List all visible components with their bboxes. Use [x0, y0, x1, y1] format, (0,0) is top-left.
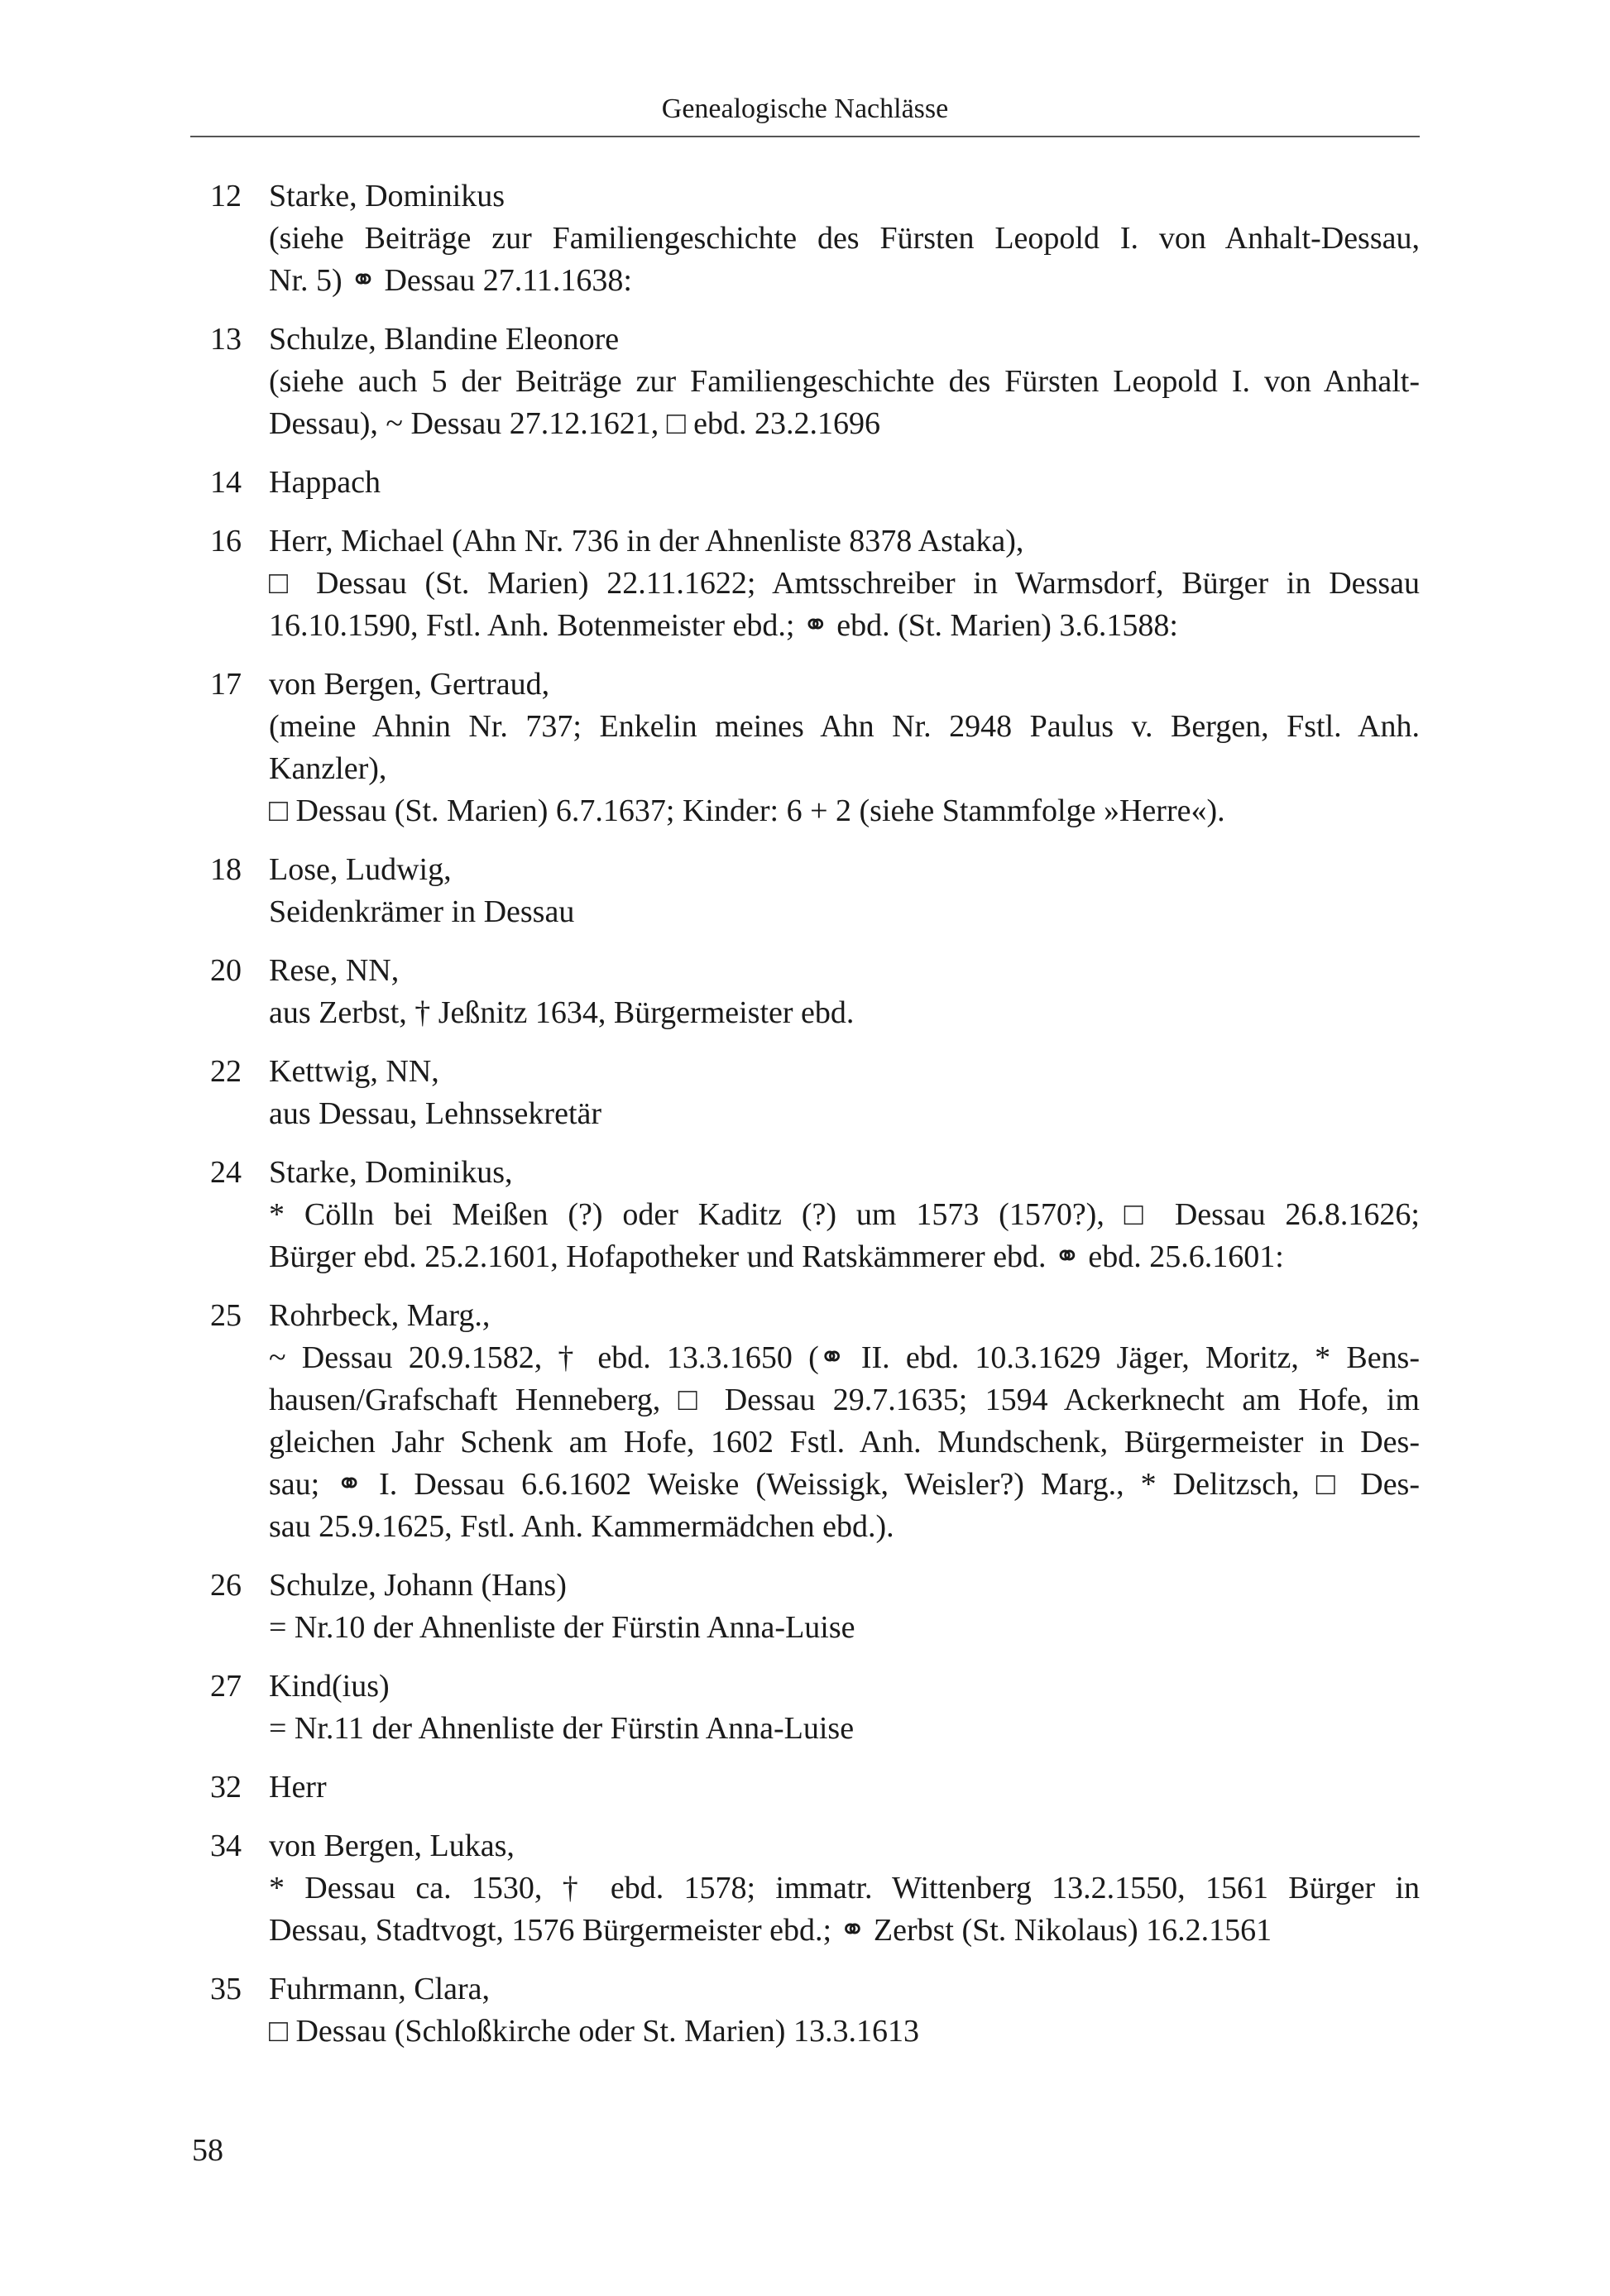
entry-text-line: aus Zerbst, † Jeßnitz 1634, Bürgermeister ebd.	[269, 995, 855, 1030]
entry-number: 14	[210, 465, 242, 500]
entry-text-line: Fuhrmann, Clara,	[269, 1972, 491, 2006]
entry-number: 16	[210, 524, 242, 558]
entry-text-line: Nr. 5) ⚭ Dessau 27.11.1638:	[269, 263, 632, 298]
entry-number: 17	[210, 667, 242, 702]
entry-text-line: Dessau, Stadtvogt, 1576 Bürgermeister ebd.; ⚭ Zerbst (St. Nikolaus) 16.2.1561	[269, 1913, 1272, 1948]
entry-body	[269, 1766, 1420, 1809]
entry-number: 12	[210, 179, 242, 213]
entry-text-line: von Bergen, Gertraud,	[269, 667, 550, 702]
entry-text-line: Schulze, Blandine Eleonore	[269, 322, 620, 357]
entry-text-line: Rese, NN,	[269, 953, 400, 988]
entry-text-line: gleichen Jahr Schenk am Hofe, 1602 Fstl. Anh. Mundschenk, Bürgermeister in Des-	[269, 1425, 1420, 1460]
entry-text-line: □ Dessau (St. Marien) 6.7.1637; Kinder: 6 + 2 (siehe Stammfolge »Herre«).	[269, 793, 1225, 828]
entry-number: 13	[210, 322, 242, 357]
entry-text-line: Starke, Dominikus,	[269, 1155, 513, 1190]
entry-text-line: = Nr.11 der Ahnenliste der Fürstin Anna-Luise	[269, 1711, 855, 1746]
entry-text-line: □ Dessau (St. Marien) 22.11.1622; Amtsschreiber in Warmsdorf, Bürger in Dessau	[269, 566, 1420, 601]
entry-text-line: Schulze, Johann (Hans)	[269, 1568, 567, 1603]
entry-text-line: Starke, Dominikus	[269, 179, 505, 213]
entry-text-line: Herr, Michael (Ahn Nr. 736 in der Ahnenliste 8378 Astaka),	[269, 524, 1024, 558]
entry-body	[269, 1152, 1420, 1278]
entry-text-line: Bürger ebd. 25.2.1601, Hofapotheker und Ratskämmerer ebd. ⚭ ebd. 25.6.1601:	[269, 1239, 1284, 1274]
entry-text-line: 16.10.1590, Fstl. Anh. Botenmeister ebd.; ⚭ ebd. (St. Marien) 3.6.1588:	[269, 608, 1178, 643]
entry-text-line: Lose, Ludwig,	[269, 852, 452, 887]
genealogy-entry	[190, 664, 1420, 832]
entry-text-line: (siehe auch 5 der Beiträge zur Familiengeschichte des Fürsten Leopold I. von Anhalt-	[269, 364, 1420, 399]
entry-text-line: ~ Dessau 20.9.1582, † ebd. 13.3.1650 (⚭ II. ebd. 10.3.1629 Jäger, Moritz, * Bens-	[269, 1340, 1420, 1375]
genealogy-entry	[190, 1565, 1420, 1649]
entry-text-line: Happach	[269, 465, 381, 500]
entry-number: 20	[210, 953, 242, 988]
entry-body	[269, 1666, 1420, 1750]
entry-body	[269, 1295, 1420, 1548]
entry-text-line: hausen/Grafschaft Henneberg, □ Dessau 29.7.1635; 1594 Ackerknecht am Hofe, im	[269, 1383, 1420, 1417]
entry-number: 22	[210, 1054, 242, 1089]
entry-text-line: * Dessau ca. 1530, † ebd. 1578; immatr. Wittenberg 13.2.1550, 1561 Bürger in	[269, 1871, 1420, 1905]
genealogy-entry	[190, 1295, 1420, 1548]
header-rule	[190, 136, 1420, 137]
genealogy-entry	[190, 849, 1420, 933]
genealogy-entry	[190, 1825, 1420, 1952]
genealogy-entry	[190, 319, 1420, 445]
genealogy-entry	[190, 1051, 1420, 1135]
entry-number: 35	[210, 1972, 242, 2006]
entry-body	[269, 462, 1420, 504]
entry-body	[269, 1968, 1420, 2053]
entry-body	[269, 319, 1420, 445]
entry-body	[269, 849, 1420, 933]
entry-body	[269, 1825, 1420, 1952]
entry-text-line: Kanzler),	[269, 751, 387, 786]
genealogy-entry	[190, 950, 1420, 1034]
entry-text-line: = Nr.10 der Ahnenliste der Fürstin Anna-Luise	[269, 1610, 855, 1645]
running-header: Genealogische Nachlässe	[661, 93, 949, 124]
genealogy-entry	[190, 520, 1420, 647]
genealogy-entry	[190, 462, 1420, 504]
entry-text-line: Rohrbeck, Marg.,	[269, 1298, 491, 1333]
genealogy-entry	[190, 1766, 1420, 1809]
entry-number: 27	[210, 1669, 242, 1704]
entry-body	[269, 1565, 1420, 1649]
entry-text-line: (meine Ahnin Nr. 737; Enkelin meines Ahn Nr. 2948 Paulus v. Bergen, Fstl. Anh.	[269, 709, 1420, 744]
entry-body	[269, 520, 1420, 647]
entry-body	[269, 175, 1420, 302]
entry-text-line: von Bergen, Lukas,	[269, 1829, 515, 1863]
page-number: 58	[192, 2133, 223, 2168]
entry-number: 34	[210, 1829, 242, 1863]
entry-text-line: sau 25.9.1625, Fstl. Anh. Kammermädchen ebd.).	[269, 1509, 894, 1544]
genealogy-entry	[190, 175, 1420, 302]
entry-body	[269, 1051, 1420, 1135]
entry-text-line: Dessau), ~ Dessau 27.12.1621, □ ebd. 23.2.1696	[269, 406, 881, 441]
entry-text-line: Kettwig, NN,	[269, 1054, 439, 1089]
entry-number: 25	[210, 1298, 242, 1333]
genealogy-entry	[190, 1666, 1420, 1750]
entry-text-line: Herr	[269, 1770, 327, 1805]
genealogy-entry	[190, 1152, 1420, 1278]
entry-text-line: * Cölln bei Meißen (?) oder Kaditz (?) um 1573 (1570?), □ Dessau 26.8.1626;	[269, 1197, 1420, 1232]
entry-number: 24	[210, 1155, 242, 1190]
entry-text-line: aus Dessau, Lehnssekretär	[269, 1096, 602, 1131]
entry-text-line: Kind(ius)	[269, 1669, 390, 1704]
entry-number: 26	[210, 1568, 242, 1603]
entry-text-line: Seidenkrämer in Dessau	[269, 894, 575, 929]
entry-number: 32	[210, 1770, 242, 1805]
entry-text-line: sau; ⚭ I. Dessau 6.6.1602 Weiske (Weissigk, Weisler?) Marg., * Delitzsch, □ Des-	[269, 1467, 1420, 1502]
entry-number: 18	[210, 852, 242, 887]
entry-body	[269, 950, 1420, 1034]
entry-body	[269, 664, 1420, 832]
entry-text-line: (siehe Beiträge zur Familiengeschichte des Fürsten Leopold I. von Anhalt-Dessau,	[269, 221, 1420, 256]
genealogy-entry	[190, 1968, 1420, 2053]
entry-text-line: □ Dessau (Schloßkirche oder St. Marien) 13.3.1613	[269, 2014, 919, 2049]
genealogy-entry-list	[190, 175, 1420, 2069]
